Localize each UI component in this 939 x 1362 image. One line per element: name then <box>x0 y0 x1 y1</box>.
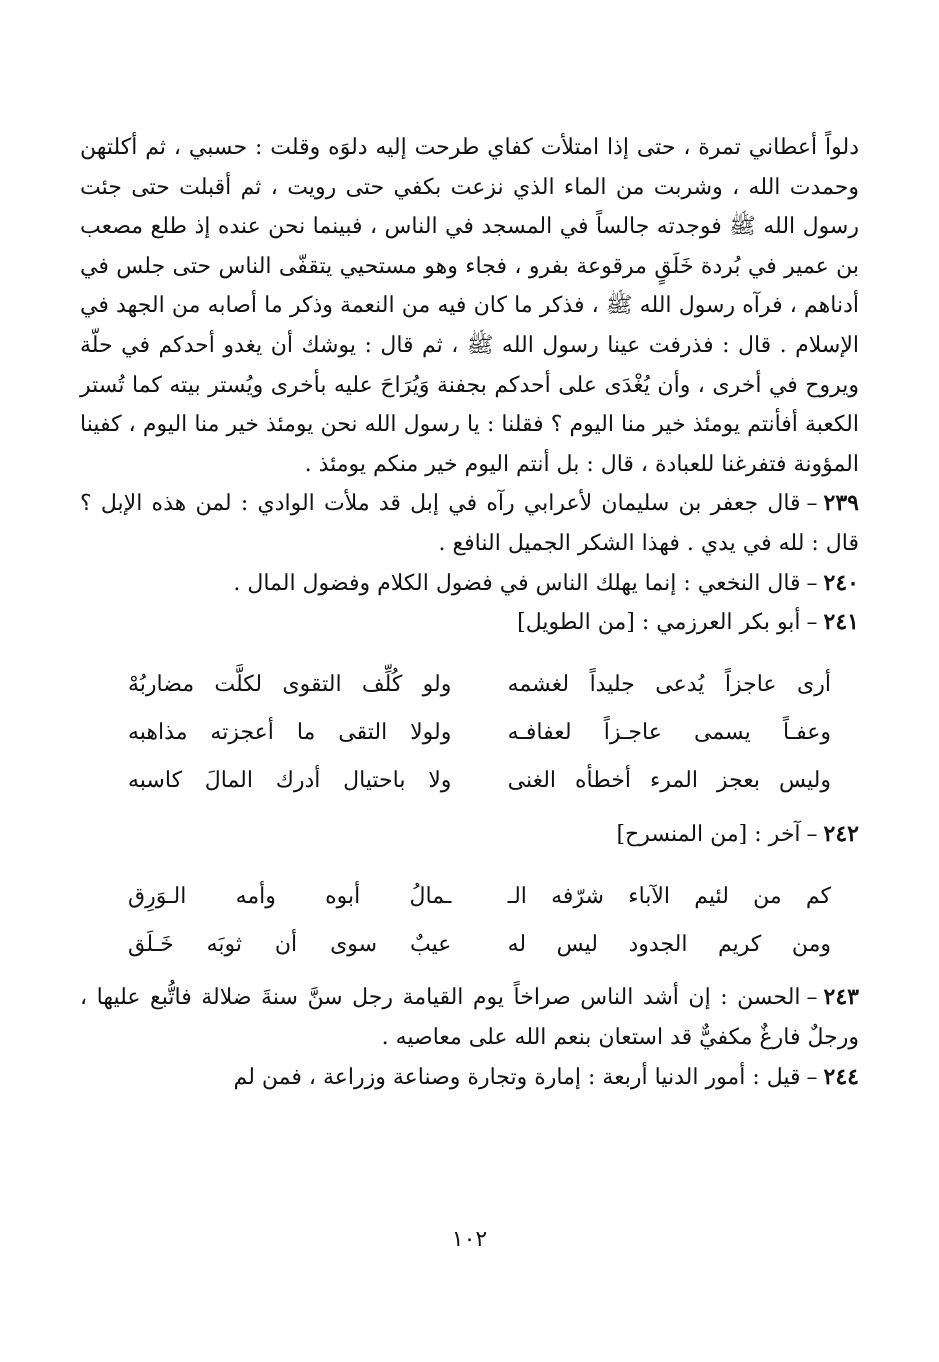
verse-first-half: كم من لئيم الآباء شرّفه الـ <box>507 883 831 909</box>
page-body <box>80 128 859 1097</box>
entry-text: الحسن : إن أشد الناس صراخاً يوم القيامة رجل سنَّ سنةَ ضلالة فاتُّبع عليها ، ورجلٌ فارغٌ مكفيٌّ قد استعان بنعم الله على معاصيه . <box>80 985 859 1050</box>
poem-2 <box>80 872 859 968</box>
entry-text: أبو بكر العرزمي : <box>641 610 801 636</box>
entry-dash: – <box>806 570 818 596</box>
entry-dash: – <box>806 1064 818 1090</box>
entry-number: ٢٤١ <box>823 609 859 636</box>
verse-second-half: ولو كُلِّف التقوى لكلَّت مضاربُهْ <box>128 671 452 697</box>
entry-241 <box>80 603 859 643</box>
entry-dash: – <box>806 985 818 1011</box>
entry-dash: – <box>806 491 818 517</box>
entry-text: آخر : <box>754 821 801 847</box>
entry-244 <box>80 1058 859 1098</box>
verse-line <box>80 757 859 805</box>
entry-243 <box>80 978 859 1057</box>
page-number: ١٠٢ <box>451 1227 488 1252</box>
verse-second-half: ـمالُ أبوه وأمه الـوَرِق <box>128 883 452 909</box>
verse-line <box>80 661 859 709</box>
entry-text: قال جعفر بن سليمان لأعرابي رآه في إبل قد ملأت الوادي : لمن هذه الإبل ؟ قال : لله في يدي . فهذا الشكر الجميل النافع . <box>80 491 859 556</box>
verse-second-half: ولولا التقى ما أعجزته مذاهبه <box>128 719 452 745</box>
entry-text: قيل : أمور الدنيا أربعة : إمارة وتجارة وصناعة وزراعة ، فمن لم <box>233 1064 801 1090</box>
verse-first-half: أرى عاجزاً يُدعى جليداً لغشمه <box>507 671 831 697</box>
poetic-meter: [من الطويل] <box>517 610 635 636</box>
entry-number: ٢٤٣ <box>823 984 859 1011</box>
entry-239 <box>80 484 859 563</box>
verse-second-half: عيبٌ سوى أن ثوبَه خَـلَق <box>128 931 452 957</box>
entry-242 <box>80 815 859 855</box>
verse-line <box>80 872 859 920</box>
verse-second-half: ولا باحتيال أدرك المالَ كاسبه <box>128 767 452 793</box>
entry-number: ٢٤٢ <box>823 820 859 847</box>
verse-first-half: ومن كريم الجدود ليس له <box>507 931 831 957</box>
verse-first-half: وعفـاً يسمى عاجـزاً لعفافـه <box>507 719 831 745</box>
entry-number: ٢٣٩ <box>823 490 859 517</box>
intro-paragraph: دلواً أعطاني تمرة ، حتى إذا امتلأت كفاي طرحت إليه دلوَه وقلت : حسبي ، ثم أكلتهن وحمدت الله ، وشربت من الماء الذي نزعت بكفي حتى رويت ، ثم أقبلت حتى جئت رسول الله ﷺ فوجدته جالساً في المسجد في الناس ، فبينما نحن عنده إذ طلع مصعب بن عمير في بُردة خَلَقٍ مرقوعة بفرو ، فجاء وهو مستحيي يتقفّى الناس حتى جلس في أدناهم ، فرآه رسول الله ﷺ ، فذكر ما كان فيه من النعمة وذكر ما أصابه من الجهد في الإسلام . قال : فذرفت عينا رسول الله ﷺ ، ثم قال : يوشك أن يغدو أحدكم في حلّة ويروح في أخرى ، وأن يُغْدَى على أحدكم بجفنة وَيُرَاحَ عليه بأخرى ويُستر بيته كما تُستر الكعبة أفأنتم يومئذ خير منا اليوم ؟ فقلنا : يا رسول الله نحن يومئذ خير منا اليوم ، كفينا المؤونة فتفرغنا للعبادة ، قال : بل أنتم اليوم خير منكم يومئذ . <box>80 135 859 477</box>
entry-dash: – <box>806 821 818 847</box>
entry-text: قال النخعي : إنما يهلك الناس في فضول الكلام وفضول المال . <box>233 570 801 596</box>
entry-240 <box>80 564 859 604</box>
verse-line <box>80 709 859 757</box>
entry-number: ٢٤٤ <box>823 1063 859 1090</box>
verse-first-half: وليس بعجز المرء أخطأه الغنى <box>507 767 831 793</box>
entry-dash: – <box>806 610 818 636</box>
poem-1 <box>80 661 859 805</box>
poetic-meter: [من المنسرح] <box>616 821 748 847</box>
entry-number: ٢٤٠ <box>823 569 859 596</box>
verse-line <box>80 920 859 968</box>
